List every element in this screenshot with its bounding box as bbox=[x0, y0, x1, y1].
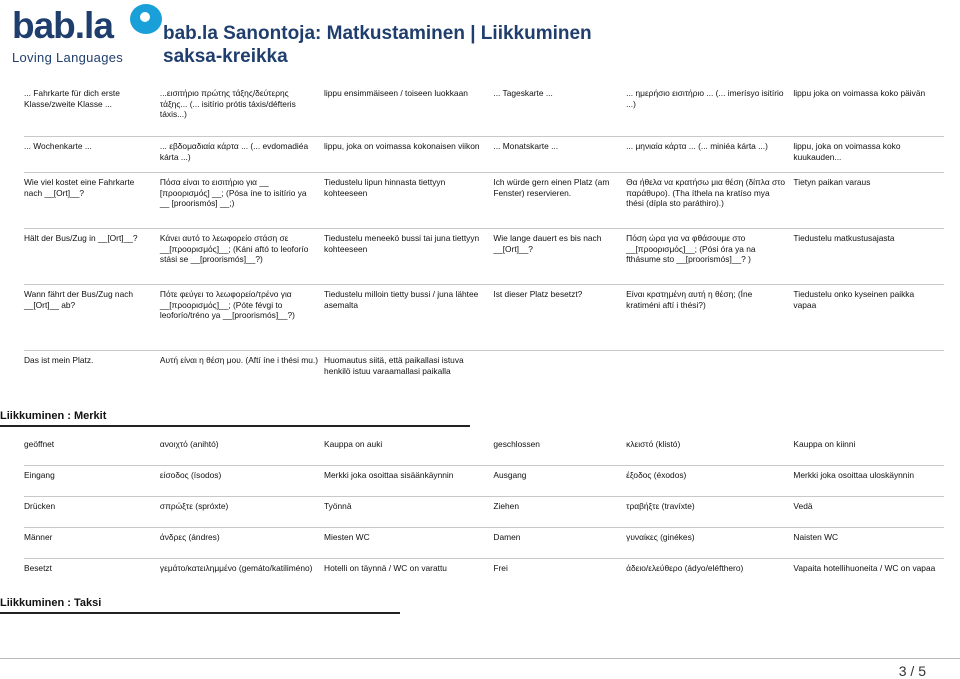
page-title-line1: bab.la Sanontoja: Matkustaminen | Liikkuminen bbox=[163, 23, 592, 44]
table-row bbox=[24, 137, 944, 173]
greek-word: ανοιχτό (anihtó) bbox=[159, 439, 219, 449]
finnish-explanation: Kauppa on kiinni bbox=[793, 439, 856, 449]
greek-phrase: Πόσα είναι το εισιτήριο για __ [προορισμός] __; (Pósa íne to isitírio ya __ [proorismós] __;) bbox=[160, 173, 324, 229]
section-heading-taksi: Liikkuminen : Taksi bbox=[0, 597, 400, 614]
finnish-explanation: Huomautus siitä, että paikallasi istuva henkilö istuu varaamallasi paikalla bbox=[324, 351, 493, 388]
speech-bubble-icon bbox=[130, 4, 162, 34]
phrase-table bbox=[24, 84, 944, 387]
finnish-explanation: Merkki joka osoittaa uloskäynnin bbox=[793, 466, 944, 497]
german-word: Besetzt bbox=[24, 559, 160, 590]
german-phrase: ... Tageskarte ... bbox=[493, 88, 553, 98]
greek-word: έξοδος (éxodos) bbox=[626, 466, 793, 497]
german-phrase: ... Wochenkarte ... bbox=[24, 137, 160, 173]
finnish-explanation: Naisten WC bbox=[793, 528, 944, 559]
german-word: Frei bbox=[493, 559, 626, 590]
greek-word: τραβήξτε (travíxte) bbox=[626, 497, 793, 528]
greek-phrase: Κάνει αυτό το λεωφορείο στάση σε __[προορισμός]__; (Káni aftó to leoforío stási se __[proorismós]__?) bbox=[160, 229, 324, 285]
finnish-explanation: Tiedustelu milloin tietty bussi / juna lähtee asemalta bbox=[324, 285, 493, 351]
page-number: 3 / 5 bbox=[898, 663, 926, 679]
finnish-explanation: lippu, joka on voimassa koko kuukauden... bbox=[793, 137, 944, 173]
empty-cell bbox=[493, 351, 626, 388]
finnish-explanation: lippu joka on voimassa koko päivän bbox=[793, 88, 926, 98]
babla-logo[interactable] bbox=[12, 4, 162, 68]
german-word: Männer bbox=[24, 528, 160, 559]
german-word: geschlossen bbox=[493, 439, 540, 449]
german-word: Ziehen bbox=[493, 497, 626, 528]
greek-phrase: ... ημερήσιο εισιτήριο ... (... imerísyo isitírio ...) bbox=[626, 88, 784, 109]
german-phrase: Wie viel kostet eine Fahrkarte nach __[Ort]__? bbox=[24, 173, 160, 229]
greek-phrase: ...εισιτήριο πρώτης τάξης/δεύτερης τάξης... (... isitírio prótis táxis/défteris táxis...) bbox=[159, 88, 296, 119]
table-row bbox=[24, 351, 944, 388]
greek-word: γεμάτο/κατειλημμένο (gemáto/katiliméno) bbox=[160, 559, 324, 590]
page-title bbox=[163, 22, 592, 68]
german-word: Damen bbox=[493, 528, 626, 559]
table-row bbox=[24, 497, 944, 528]
finnish-explanation: Merkki joka osoittaa sisäänkäynnin bbox=[324, 466, 493, 497]
signs-table bbox=[24, 435, 944, 589]
finnish-explanation: Hotelli on täynnä / WC on varattu bbox=[324, 559, 493, 590]
empty-cell bbox=[626, 351, 793, 388]
german-phrase: Das ist mein Platz. bbox=[24, 351, 160, 388]
finnish-explanation: Tietyn paikan varaus bbox=[793, 173, 944, 229]
german-word: Drücken bbox=[24, 497, 160, 528]
german-phrase: Wann fährt der Bus/Zug nach __[Ort]__ ab? bbox=[24, 285, 160, 351]
german-phrase: ... Monatskarte ... bbox=[493, 137, 626, 173]
table-row bbox=[24, 173, 944, 229]
german-word: Ausgang bbox=[493, 466, 626, 497]
finnish-explanation: Tiedustelu meneekö bussi tai juna tiettyyn kohteeseen bbox=[324, 229, 493, 285]
table-row bbox=[24, 84, 944, 137]
finnish-explanation: Työnnä bbox=[324, 497, 493, 528]
greek-word: κλειστό (klistó) bbox=[626, 439, 681, 449]
greek-phrase: ... εβδομαδιαία κάρτα ... (... evdomadiéa kárta ...) bbox=[160, 137, 324, 173]
table-row bbox=[24, 435, 944, 466]
finnish-explanation: Tiedustelu lipun hinnasta tiettyyn kohteeseen bbox=[324, 173, 493, 229]
german-phrase: Ich würde gern einen Platz (am Fenster) reservieren. bbox=[493, 173, 626, 229]
greek-word: άνδρες (ándres) bbox=[160, 528, 324, 559]
greek-phrase: ... μηνιαία κάρτα ... (... miniéa kárta ...) bbox=[626, 137, 793, 173]
table-row bbox=[24, 466, 944, 497]
table-row bbox=[24, 229, 944, 285]
german-phrase: ... Fahrkarte für dich erste Klasse/zweite Klasse ... bbox=[24, 88, 120, 109]
greek-word: σπρώξτε (spróxte) bbox=[160, 497, 324, 528]
finnish-explanation: Kauppa on auki bbox=[324, 439, 383, 449]
greek-phrase: Είναι κρατημένη αυτή η θέση; (Íne kratiméni aftí i thési?) bbox=[626, 285, 793, 351]
logo-tagline: Loving Languages bbox=[12, 50, 124, 65]
german-phrase: Wie lange dauert es bis nach __[Ort]__? bbox=[493, 229, 626, 285]
finnish-explanation: lippu, joka on voimassa kokonaisen viikon bbox=[324, 137, 493, 173]
finnish-explanation: Tiedustelu matkustusajasta bbox=[793, 229, 944, 285]
logo-wordmark: bab.la bbox=[12, 5, 113, 46]
finnish-explanation: Vedä bbox=[793, 497, 944, 528]
greek-word: γυναίκες (ginékes) bbox=[626, 528, 793, 559]
greek-phrase: Θα ήθελα να κρατήσω μια θέση (δίπλα στο παράθυρο). (Tha íthela na kratíso mya thési (dípla sto paráthiro).) bbox=[626, 173, 793, 229]
empty-cell bbox=[793, 351, 944, 388]
table-row bbox=[24, 285, 944, 351]
finnish-explanation: Tiedustelu onko kyseinen paikka vapaa bbox=[793, 285, 944, 351]
german-phrase: Ist dieser Platz besetzt? bbox=[493, 285, 626, 351]
page-header bbox=[0, 0, 960, 75]
section-heading-merkit: Liikkuminen : Merkit bbox=[0, 410, 470, 427]
finnish-explanation: Miesten WC bbox=[324, 528, 493, 559]
german-phrase: Hält der Bus/Zug in __[Ort]__? bbox=[24, 229, 160, 285]
greek-word: άδειο/ελεύθερο (ádyo/eléfthero) bbox=[626, 559, 793, 590]
greek-word: είσοδος (ísodos) bbox=[160, 466, 324, 497]
footer-divider bbox=[0, 658, 960, 659]
greek-phrase: Πότε φεύγει το λεωφορείο/τρένο για __[προορισμός]__; (Póte févgi to leoforío/tréno ya __[proorismós]__?) bbox=[160, 285, 324, 351]
page-title-line2: saksa-kreikka bbox=[163, 46, 288, 67]
finnish-explanation: Vapaita hotellihuoneita / WC on vapaa bbox=[793, 559, 944, 590]
finnish-explanation: lippu ensimmäiseen / toiseen luokkaan bbox=[324, 88, 468, 98]
greek-phrase: Πόση ώρα για να φθάσουμε στο __[προορισμός]__; (Pósi óra ya na fthásume sto __[proorismós]__? ) bbox=[626, 229, 793, 285]
german-word: Eingang bbox=[24, 466, 160, 497]
german-word: geöffnet bbox=[24, 439, 55, 449]
table-row bbox=[24, 559, 944, 590]
table-row bbox=[24, 528, 944, 559]
greek-phrase: Αυτή είναι η θέση μου. (Aftí íne i thési mu.) bbox=[160, 351, 324, 388]
